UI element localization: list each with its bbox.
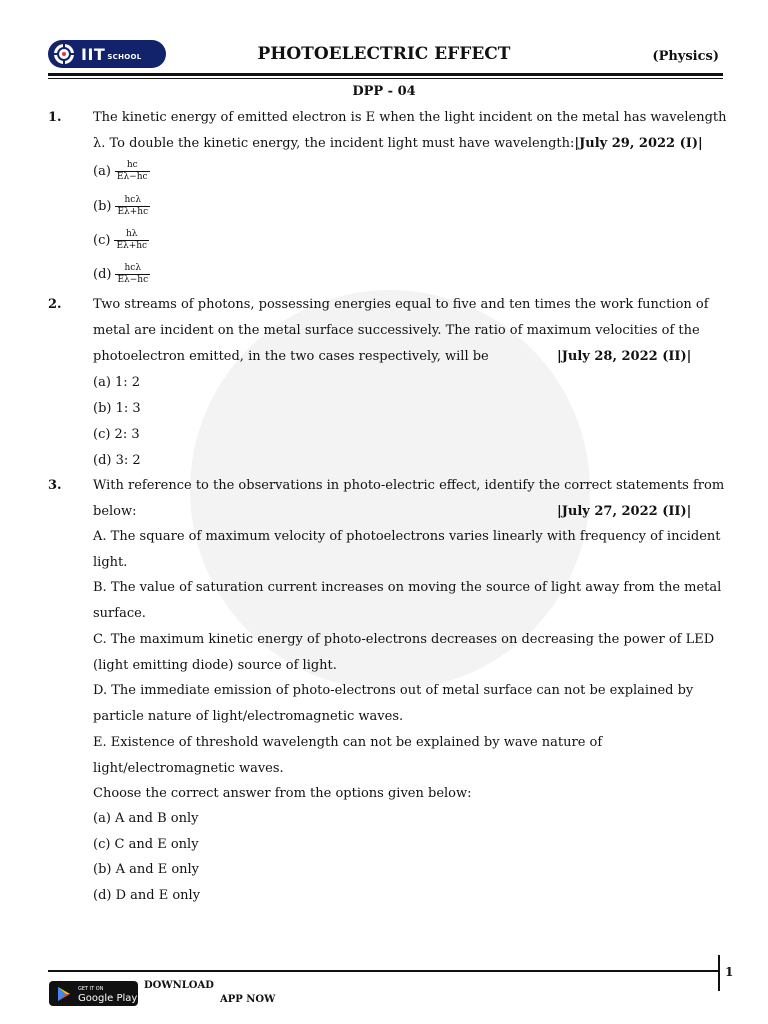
- numerator: hλ: [126, 229, 138, 239]
- google-play-text: [78, 985, 137, 1003]
- statement-a-cont: light.: [93, 555, 128, 570]
- option: (d) D and E only: [93, 888, 201, 903]
- question-text: [93, 136, 720, 151]
- denominator: Eλ−hc: [117, 275, 149, 285]
- app-now-text: APP NOW: [220, 994, 276, 1005]
- option: [93, 195, 150, 218]
- get-it-on-text: GET IT ON: [78, 985, 104, 992]
- footer-rule: [48, 970, 720, 972]
- option: [93, 263, 150, 286]
- option-label: (d): [93, 267, 112, 282]
- option-label: (c): [93, 233, 111, 248]
- statement-e: E. Existence of threshold wavelength can not be explained by wave nature of: [93, 735, 603, 750]
- header-rule-thin: [48, 78, 723, 79]
- question-text-part: λ. To double the kinetic energy, the incident light must have wavelength:: [93, 136, 575, 151]
- play-store-icon: [55, 985, 73, 1003]
- fraction: [115, 195, 150, 218]
- logo-subtext: SCHOOL: [107, 53, 142, 61]
- numerator: hcλ: [124, 263, 142, 273]
- option: [93, 160, 150, 183]
- footer-rule-vertical: [718, 955, 720, 991]
- question-text: metal are incident on the metal surface successively. The ratio of maximum velocities of the: [93, 323, 700, 338]
- denominator: Eλ+hc: [116, 241, 148, 251]
- option-label: (a): [93, 164, 111, 179]
- option: (a) 1: 2: [93, 375, 141, 390]
- option-label: (b): [93, 199, 112, 214]
- exam-reference: |July 28, 2022 (II)|: [557, 349, 692, 364]
- question-number: 3.: [48, 478, 62, 493]
- statement-b-cont: surface.: [93, 606, 146, 621]
- logo-text: IIT: [81, 44, 106, 64]
- question-text: below:: [93, 504, 137, 519]
- denominator: Eλ−hc: [116, 172, 148, 182]
- statement-a: A. The square of maximum velocity of photoelectrons varies linearly with frequency of incident: [93, 529, 721, 544]
- fraction: [115, 160, 150, 183]
- option: (b) 1: 3: [93, 401, 141, 416]
- option: [93, 229, 149, 252]
- statement-d-cont: particle nature of light/electromagnetic waves.: [93, 709, 404, 724]
- statement-c: C. The maximum kinetic energy of photo-electrons decreases on decreasing the power of LED: [93, 632, 715, 647]
- denominator: Eλ+hc: [117, 207, 149, 217]
- exam-reference: |July 27, 2022 (II)|: [557, 504, 692, 519]
- question-number: 1.: [48, 110, 62, 125]
- option: (c) 2: 3: [93, 427, 140, 442]
- numerator: hc: [126, 160, 138, 170]
- fraction: [114, 229, 149, 252]
- option: (b) A and E only: [93, 862, 200, 877]
- statement-b: B. The value of saturation current increases on moving the source of light away from the metal: [93, 580, 722, 595]
- question-text: The kinetic energy of emitted electron is E when the light incident on the metal has wavelength: [93, 110, 727, 125]
- question-text: photoelectron emitted, in the two cases respectively, will be: [93, 349, 489, 364]
- subject-label: (Physics): [652, 49, 719, 64]
- option: (d) 3: 2: [93, 453, 141, 468]
- google-play-label: Google Play: [78, 992, 138, 1004]
- numerator: hcλ: [124, 195, 142, 205]
- option: (c) C and E only: [93, 837, 199, 852]
- option: (a) A and B only: [93, 811, 199, 826]
- exam-reference: |July 29, 2022 (I)|: [574, 136, 703, 151]
- instruction-text: Choose the correct answer from the options given below:: [93, 786, 472, 801]
- question-number: 2.: [48, 297, 62, 312]
- download-text: DOWNLOAD: [144, 980, 214, 991]
- statement-c-cont: (light emitting diode) source of light.: [93, 658, 337, 673]
- page-number: 1: [725, 965, 734, 979]
- statement-e-cont: light/electromagnetic waves.: [93, 761, 284, 776]
- question-text: With reference to the observations in photo-electric effect, identify the correct statements from: [93, 478, 725, 493]
- question-text: Two streams of photons, possessing energies equal to five and ten times the work function of: [93, 297, 709, 312]
- google-play-badge[interactable]: [49, 981, 138, 1006]
- dpp-number: DPP - 04: [352, 84, 416, 99]
- header-rule: [48, 73, 723, 76]
- statement-d: D. The immediate emission of photo-electrons out of metal surface can not be explained by: [93, 683, 694, 698]
- page-title: PHOTOELECTRIC EFFECT: [257, 44, 511, 64]
- fraction: [115, 263, 150, 286]
